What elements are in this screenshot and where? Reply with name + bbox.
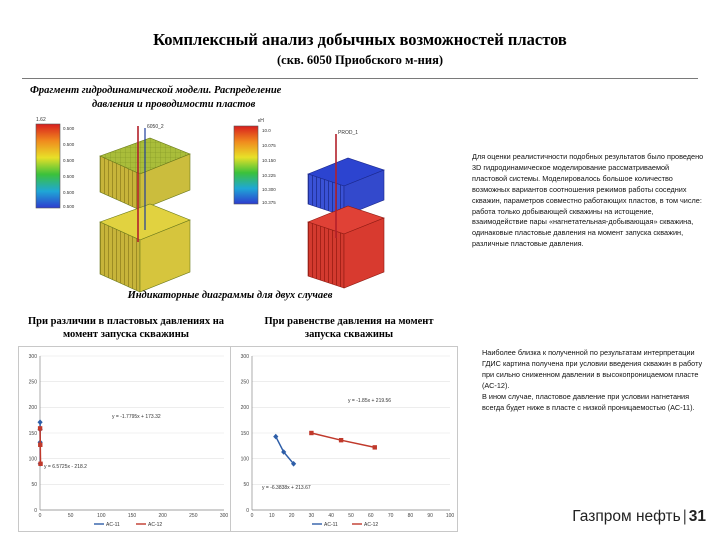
legend-right-tick: 10.150 [262,158,276,163]
x-tick-label: 80 [407,513,414,519]
y-tick-label: 0 [34,507,37,514]
chart1-legend-ac12: AC-12 [148,522,163,528]
indicator-chart-1 [18,346,232,532]
reservoir-model-illustration [0,112,470,297]
header-divider [22,78,698,79]
indicator-title: Индикаторные диаграммы для двух случаев [127,290,333,301]
model-caption-line2: давления и проводимости пластов [92,99,256,110]
page-number: 31 [688,508,706,525]
legend-left-tick: 0.500 [63,174,75,179]
legend-right-tick: 10.0 [262,128,271,133]
y-tick-label: 250 [240,379,249,386]
indicator-chart-2 [230,346,458,532]
x-tick-label: 70 [387,513,394,519]
y-tick-label: 250 [28,379,37,386]
legend-right-tick: 10.300 [262,187,276,192]
legend-left-tick: 0.500 [63,190,75,195]
y-tick-label: 300 [240,353,249,360]
y-tick-label: 200 [240,405,249,412]
legend-right-tick: 10.375 [262,200,276,205]
legend-left-tick: 0.500 [63,142,75,147]
x-tick-label: 40 [328,513,334,519]
legend-left [36,117,75,209]
data-point [309,431,313,435]
legend-right-title: кН [258,118,264,124]
x-tick-label: 150 [127,513,137,519]
page-subtitle: (скв. 6050 Приобского м-ния) [277,53,443,67]
model-caption-line1: Фрагмент гидродинамической модели. Распределение [30,85,282,96]
x-tick-label: 50 [67,513,74,519]
x-tick-label: 0 [250,513,254,519]
model-description-text: Для оценки реалистичности подобных результатов было проведено 3D гидродинамическое моделирование рассматриваемой пластовой системы. Моделировалось большое количество возможных вариантов соотношения режимов работы соседних скважин, параметров совместно работающих пластов, в том числе: работа только добывающей скважины на истощение, взаимодействие пары «нагнетательная-добывающая» скважина, одинаковые пластовые давления на момент запуска скважин, различные пластовые давления. [472,152,704,249]
data-point [38,462,42,466]
y-tick-label: 50 [243,482,249,489]
chart1-legend-ac11: AC-11 [106,522,120,528]
legend-left-tick: 0.500 [63,158,75,163]
y-tick-label: 200 [28,405,37,412]
y-tick-label: 100 [28,456,37,463]
legend-left-title: 1.62 [36,117,46,123]
x-tick-label: 0 [38,513,42,519]
data-point [373,445,377,449]
chart2-equation-ac12: y = -1.85x + 219.56 [348,398,392,404]
model-description [472,152,704,250]
footer-separator: | [682,508,687,525]
legend-right-tick: 10.225 [262,173,276,178]
x-tick-label: 100 [445,513,455,519]
x-tick-label: 60 [368,513,374,519]
legend-right [234,118,276,205]
page-title: Комплексный анализ добычных возможностей пластов [153,30,567,49]
chart1-equation-ac12: y = -1.7795x + 173.32 [112,414,161,420]
legend-right-tick: 10.075 [262,143,276,148]
data-point [38,426,42,430]
x-tick-label: 20 [288,513,295,519]
x-tick-label: 100 [97,513,106,519]
y-tick-label: 0 [246,507,249,514]
x-tick-label: 50 [348,513,354,519]
footer [572,508,706,526]
x-tick-label: 30 [308,513,315,519]
footer-brand: Газпром нефть [572,508,681,525]
note-paragraph-2: В ином случае, пластовое давление при условии нагнетания всегда будет ниже в пласте с низкой проницаемостью (АС-11). [482,391,695,412]
x-tick-label: 250 [189,513,198,519]
y-tick-label: 300 [28,353,37,360]
right-lower-block [308,206,384,288]
x-tick-label: 300 [219,513,229,519]
model-caption [30,84,350,112]
y-tick-label: 50 [31,482,37,489]
well-left-label: 6050_2 [147,124,164,130]
note-paragraph-1: Наиболее близка к полученной по результатам интерпретации ГДИС картина получена при условии введения скважин в работу при сильно сниженном давлении в высокопроницаемом пласте (АС-12). [482,348,703,390]
chart2-legend-ac12: AC-12 [364,522,379,528]
x-tick-label: 200 [158,513,167,519]
data-point [38,443,42,447]
x-tick-label: 90 [427,513,433,519]
x-tick-label: 10 [269,513,275,519]
data-point [339,438,343,442]
y-tick-label: 100 [240,456,249,463]
well-right-label: PROD_1 [338,130,359,136]
interpretation-note [482,348,708,413]
y-tick-label: 150 [28,430,37,437]
legend-left-tick: 0.500 [63,204,75,209]
case2-title: При равенстве давления на момент запуска скважины [264,316,434,340]
y-tick-label: 150 [240,430,249,437]
chart1-equation-ac11: y = 6.5725x - 218.2 [44,464,87,470]
chart2-legend-ac11: AC-11 [324,522,338,528]
chart2-equation-ac11: y = -6.3838x + 213.67 [262,485,311,491]
case1-title: При различии в пластовых давлениях на момент запуска скважины [27,316,225,340]
legend-left-tick: 0.500 [63,126,75,131]
